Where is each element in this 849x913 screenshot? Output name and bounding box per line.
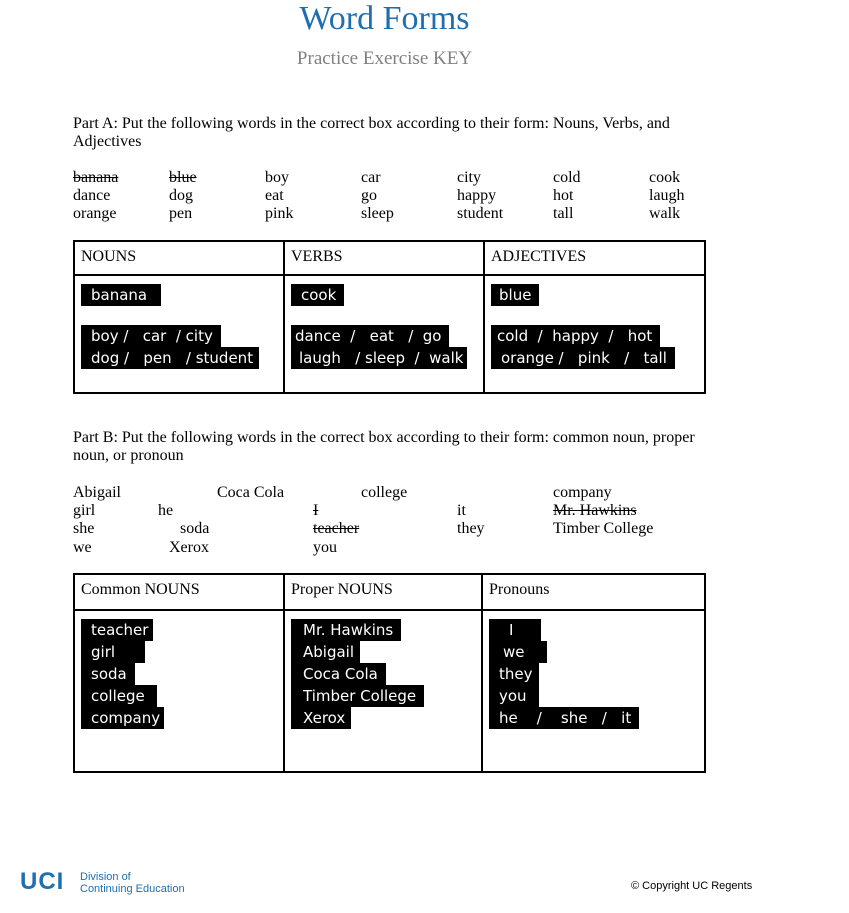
answer-highlight: Mr. Hawkins <box>291 619 401 641</box>
answer-highlight: they <box>489 663 539 685</box>
answer-highlight: dance / eat / go <box>291 325 449 347</box>
word-bank-item: student <box>457 205 504 222</box>
answer-highlight: teacher <box>81 619 153 641</box>
word-bank-item: soda <box>180 520 210 537</box>
verbs-header: VERBS <box>291 248 343 265</box>
word-bank-item: Timber College <box>553 520 654 537</box>
answer-highlight: Timber College <box>291 685 424 707</box>
word-bank-item: walk <box>649 205 681 222</box>
adjectives-cell <box>484 275 705 393</box>
answer-highlight: he / she / it <box>489 707 639 729</box>
word-bank-item: Mr. Hawkins <box>553 502 637 519</box>
answer-highlight: cook <box>291 284 344 306</box>
division-label <box>80 871 185 895</box>
nouns-header: NOUNS <box>81 248 137 265</box>
word-bank-item: dance <box>73 187 111 204</box>
part-a-instruction: Part A: Put the following words in the correct box according to their form: Nouns, Verbs, and Adjectives <box>73 115 670 150</box>
word-bank-item: pen <box>169 205 193 222</box>
word-bank-item: college <box>361 484 408 501</box>
answer-highlight: blue <box>491 284 539 306</box>
word-bank-item: they <box>457 520 485 537</box>
word-bank-item: teacher <box>313 520 360 537</box>
answer-highlight: banana <box>81 284 161 306</box>
answer-highlight: laugh / sleep / walk <box>291 347 467 369</box>
word-bank-item: orange <box>73 205 117 222</box>
answer-highlight: boy / car / city <box>81 325 221 347</box>
word-bank-item: city <box>457 169 481 186</box>
answer-highlight: I <box>489 619 541 641</box>
word-bank-item: cook <box>649 169 681 186</box>
division-line-2: Continuing Education <box>80 883 185 895</box>
word-bank-item: it <box>457 502 466 519</box>
answer-highlight: we <box>489 641 547 663</box>
uci-logo: UCI <box>20 868 65 895</box>
nouns-cell <box>74 275 284 393</box>
word-bank-item: we <box>73 539 92 556</box>
adjectives-header: ADJECTIVES <box>491 248 587 265</box>
answer-highlight: college <box>81 685 157 707</box>
word-bank-item: eat <box>265 187 284 204</box>
answer-highlight: girl <box>81 641 145 663</box>
common-nouns-header: Common NOUNS <box>81 581 200 598</box>
part-a-answer-table <box>73 240 706 394</box>
answer-highlight: orange / pink / tall <box>491 347 675 369</box>
word-bank-item: hot <box>553 187 574 204</box>
word-bank-item: dog <box>169 187 193 204</box>
part-b-instruction: Part B: Put the following words in the correct box according to their form: common noun, proper noun, or pronoun <box>73 429 695 464</box>
proper-nouns-cell <box>284 610 482 772</box>
word-bank-item: company <box>553 484 612 501</box>
word-bank-item: she <box>73 520 95 537</box>
word-bank-item: tall <box>553 205 574 222</box>
word-bank-item: you <box>313 539 337 556</box>
word-bank-item: happy <box>457 187 497 204</box>
word-bank-item: sleep <box>361 205 394 222</box>
word-bank-item: I <box>313 502 319 519</box>
answer-highlight: you <box>489 685 539 707</box>
copyright-notice: © Copyright UC Regents <box>631 880 753 892</box>
word-bank-item: boy <box>265 169 289 186</box>
pronouns-header: Pronouns <box>489 581 550 598</box>
answer-highlight: company <box>81 707 164 729</box>
word-bank-item: Xerox <box>169 539 209 556</box>
word-bank-item: girl <box>73 502 96 519</box>
word-bank-item: laugh <box>649 187 685 204</box>
word-bank-item: go <box>361 187 377 204</box>
word-bank-item: banana <box>73 169 119 186</box>
word-bank-item: car <box>361 169 381 186</box>
answer-highlight: soda <box>81 663 135 685</box>
division-line-1: Division of <box>80 871 131 883</box>
answer-highlight: Xerox <box>291 707 351 729</box>
answer-highlight: Coca Cola <box>291 663 386 685</box>
answer-highlight: Abigail <box>291 641 360 663</box>
word-bank-item: Coca Cola <box>217 484 285 501</box>
verbs-cell <box>284 275 484 393</box>
word-bank-item: cold <box>553 169 581 186</box>
part-b-answer-table <box>73 573 706 773</box>
word-bank-item: blue <box>169 169 197 186</box>
word-bank-item: pink <box>265 205 294 222</box>
word-bank-item: Abigail <box>73 484 121 501</box>
pronouns-cell <box>482 610 705 772</box>
word-bank-item: he <box>158 502 174 519</box>
answer-highlight: cold / happy / hot <box>491 325 660 347</box>
answer-highlight: dog / pen / student <box>81 347 259 369</box>
page-title: Word Forms <box>299 0 470 37</box>
page-subtitle: Practice Exercise KEY <box>296 48 473 69</box>
common-nouns-cell <box>74 610 284 772</box>
proper-nouns-header: Proper NOUNS <box>291 581 393 598</box>
